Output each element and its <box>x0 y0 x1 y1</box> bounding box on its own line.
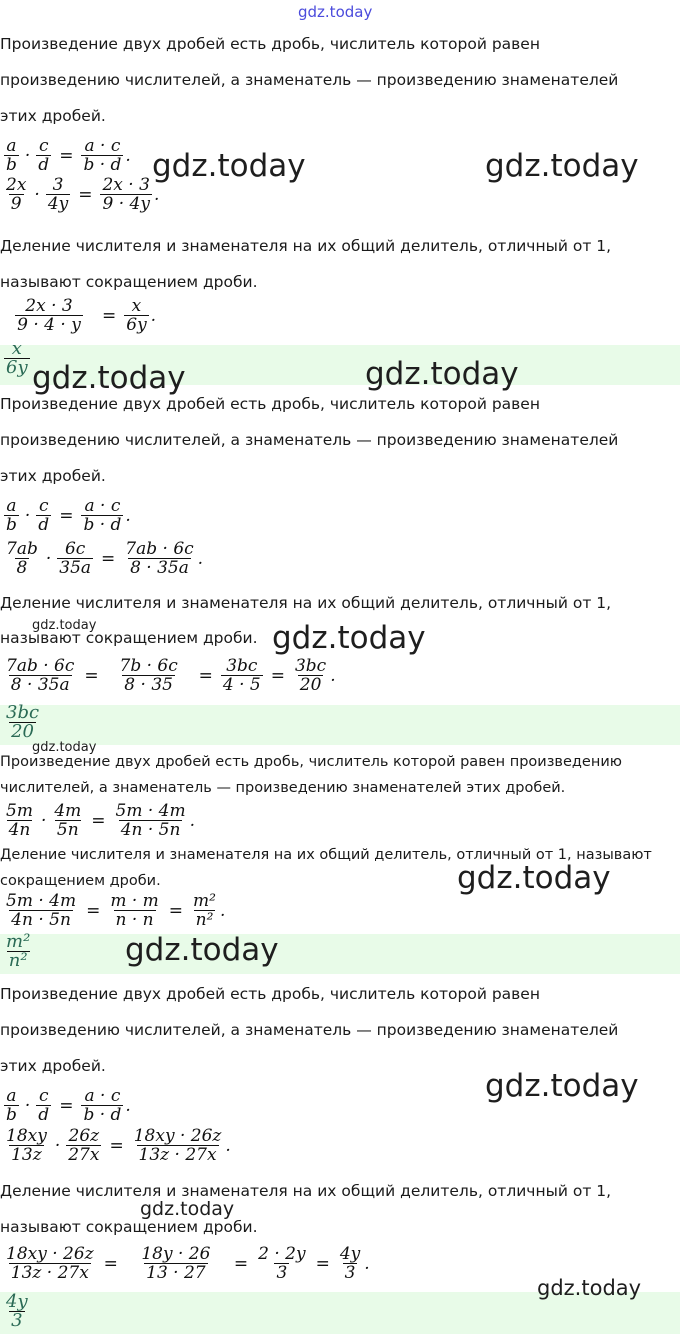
p3-nr: 5m · 4m <box>115 801 186 821</box>
a1-num: x <box>11 338 22 359</box>
reduction-alt-line-2: сокращением дроби. <box>0 873 161 889</box>
p3-d1: 4n <box>8 820 31 840</box>
watermark: gdz.today <box>32 740 97 755</box>
answer-band-2 <box>0 702 680 745</box>
rule-b: b <box>6 1105 17 1125</box>
reduction-line-1: Деление числителя и знаменателя на их общий делитель, отличный от 1, <box>0 237 612 255</box>
reduce-formula-3: $\frac{5m \cdot 4m}{4n \cdot 5n}$ = $\frac{m \cdot m}{n \cdot n}$ = $\frac{\text{m²}}{\text{n²}}$ . <box>6 891 226 930</box>
r4-n2: 18y · 26 <box>141 1244 211 1264</box>
intro-line-1: Произведение двух дробей есть дробь, числитель которой равен <box>0 35 540 53</box>
reduction-line-2: называют сокращением дроби. <box>0 273 258 291</box>
r4-n: 18xy · 26z <box>6 1244 94 1264</box>
p4-n2: 26z <box>68 1126 100 1146</box>
rule-d: d <box>38 155 50 175</box>
p4-nr: 18xy · 26z <box>133 1126 222 1146</box>
p2-n2: 6c <box>64 539 86 559</box>
r2-fn: 3bc <box>294 656 327 676</box>
reduce-formula-2: $\frac{7ab \cdot 6c}{8 \cdot 35a}$ = $\frac{7b \cdot 6c}{8 \cdot 35}$ = $\frac{3bc}{4 \cdot 5}$ = $\frac{3bc}{20}$ . <box>6 656 336 695</box>
rule-formula: $\frac{a}{b}$ · $\frac{c}{d}$ = $\frac{a \cdot c}{b \cdot d}$ . <box>6 136 131 175</box>
intro-line-1: Произведение двух дробей есть дробь, числитель которой равен <box>0 395 540 413</box>
reduction-alt-line-1: Деление числителя и знаменателя на их общий делитель, отличный от 1, называют <box>0 847 652 863</box>
rule-c: c <box>38 496 49 516</box>
p1-d1: 9 <box>10 194 22 214</box>
answer-4 <box>2 1293 32 1330</box>
a4-num: 4y <box>6 1291 28 1312</box>
product-formula-3: $\frac{5m}{4n}$ · $\frac{4m}{5n}$ = $\frac{5m \cdot 4m}{4n \cdot 5n}$ . <box>6 801 196 840</box>
watermark: gdz.today <box>457 860 611 896</box>
r3-n2: m · m <box>110 891 159 911</box>
rule-bd: b · d <box>83 155 122 175</box>
rule-ac: a · c <box>84 1086 121 1106</box>
intro-line-2: произведению числителей, а знаменатель — произведению знаменателей <box>0 1021 619 1039</box>
p3-n1: 5m <box>6 801 33 821</box>
reduction-line-2: называют сокращением дроби. <box>0 1218 258 1236</box>
rule-d: d <box>38 515 50 535</box>
p2-dr: 8 · 35a <box>130 558 189 578</box>
p2-d1: 8 <box>16 558 28 578</box>
r2-n: 7ab · 6c <box>6 656 75 676</box>
rule-c: c <box>38 1086 49 1106</box>
r1-d: 9 · 4 · y <box>17 315 81 335</box>
p1-n2: 3 <box>52 175 64 195</box>
p4-n1: 18xy <box>6 1126 47 1146</box>
reduction-line-1: Деление числителя и знаменателя на их общий делитель, отличный от 1, <box>0 1182 612 1200</box>
p2-nr: 7ab · 6c <box>125 539 194 559</box>
a2-num: 3bc <box>6 702 40 723</box>
reduction-line-2: называют сокращением дроби. <box>0 629 258 647</box>
r3-d: 4n · 5n <box>11 910 71 930</box>
watermark: gdz.today <box>140 1198 235 1220</box>
intro-line-3: этих дробей. <box>0 107 106 125</box>
r1-n: 2x · 3 <box>25 296 73 316</box>
p2-n1: 7ab <box>6 539 38 559</box>
r4-rd: 3 <box>276 1263 288 1283</box>
rule-b: b <box>6 515 17 535</box>
rule-ac: a · c <box>84 136 121 156</box>
watermark: gdz.today <box>365 356 519 392</box>
p3-n2: 4m <box>54 801 82 821</box>
reduction-line-1: Деление числителя и знаменателя на их общий делитель, отличный от 1, <box>0 594 612 612</box>
a4-den: 3 <box>11 1310 23 1331</box>
product-formula-4: $\frac{18xy}{13z}$ · $\frac{26z}{27x}$ = $\frac{18xy \cdot 26z}{13z \cdot 27x}$ . <box>6 1126 231 1165</box>
reduce-formula-1: $\frac{2x \cdot 3}{9 \cdot 4 \cdot y}$ = $\frac{x}{6y}$ . <box>17 296 157 335</box>
a3-den: n² <box>8 950 28 971</box>
watermark: gdz.today <box>32 360 186 396</box>
r3-fn: m² <box>193 891 216 911</box>
rule-a: a <box>6 496 17 516</box>
p1-nr: 2x · 3 <box>102 175 150 195</box>
watermark-top: gdz.today <box>298 3 373 21</box>
answer-2 <box>2 704 43 741</box>
rule-bd: b · d <box>83 515 122 535</box>
p3-d2: 5n <box>56 820 79 840</box>
r3-d2: n · n <box>115 910 154 930</box>
r1-rn: x <box>131 296 142 316</box>
rule-c: c <box>38 136 49 156</box>
answer-3 <box>2 933 34 970</box>
product-formula-1: $\frac{2x}{9}$ · $\frac{3}{4y}$ = $\frac{2x \cdot 3}{9 \cdot 4y}$ . <box>6 175 160 214</box>
intro-line-3: этих дробей. <box>0 1057 106 1075</box>
intro-line-3: этих дробей. <box>0 467 106 485</box>
intro-line-2: произведению числителей, а знаменатель — произведению знаменателей <box>0 71 619 89</box>
a3-num: m² <box>6 931 31 952</box>
rule-ac: a · c <box>84 496 121 516</box>
a2-den: 20 <box>11 721 34 742</box>
intro-alt-line-1: Произведение двух дробей есть дробь, числитель которой равен произведению <box>0 754 622 770</box>
r3-fd: n² <box>195 910 214 930</box>
r4-fn: 4y <box>339 1244 361 1264</box>
rule-a: a <box>6 136 17 156</box>
r4-d: 13z · 27x <box>10 1263 89 1283</box>
rule-b: b <box>6 155 17 175</box>
p4-dr: 13z · 27x <box>138 1145 217 1165</box>
watermark: gdz.today <box>537 1276 642 1300</box>
intro-line-1: Произведение двух дробей есть дробь, числитель которой равен <box>0 985 540 1003</box>
watermark: gdz.today <box>272 620 426 656</box>
watermark: gdz.today <box>485 148 639 184</box>
watermark: gdz.today <box>32 618 97 633</box>
a1-den: 6y <box>6 357 28 378</box>
r1-rd: 6y <box>126 315 147 335</box>
product-formula-2: $\frac{7ab}{8}$ · $\frac{6c}{35a}$ = $\frac{7ab \cdot 6c}{8 \cdot 35a}$ . <box>6 539 204 578</box>
r4-rn: 2 · 2y <box>258 1244 306 1264</box>
r2-d: 8 · 35a <box>10 675 70 695</box>
intro-alt-line-2: числителей, а знаменатель — произведению знаменателей этих дробей. <box>0 780 566 796</box>
rule-bd: b · d <box>83 1105 122 1125</box>
rule-formula: $\frac{a}{b}$ · $\frac{c}{d}$ = $\frac{a \cdot c}{b \cdot d}$ . <box>6 496 131 535</box>
r2-rn: 3bc <box>226 656 258 676</box>
rule-formula: $\frac{a}{b}$ · $\frac{c}{d}$ = $\frac{a \cdot c}{b \cdot d}$ . <box>6 1086 131 1125</box>
r2-d2: 8 · 35 <box>124 675 173 695</box>
p1-dr: 9 · 4y <box>102 194 150 214</box>
rule-a: a <box>6 1086 17 1106</box>
r4-d2: 13 · 27 <box>146 1263 206 1283</box>
r2-fd: 20 <box>299 675 322 695</box>
r4-fd: 3 <box>344 1263 356 1283</box>
watermark: gdz.today <box>485 1068 639 1104</box>
p1-n1: 2x <box>6 175 27 195</box>
r3-n: 5m · 4m <box>6 891 77 911</box>
watermark: gdz.today <box>152 148 306 184</box>
reduce-formula-4: $\frac{18xy \cdot 26z}{13z \cdot 27x}$ = $\frac{18y \cdot 26}{13 \cdot 27}$ = $\frac{2 \cdot 2y}{3}$ = $\frac{4y}{3}$ . <box>6 1244 370 1283</box>
p2-d2: 35a <box>59 558 92 578</box>
p1-d2: 4y <box>47 194 69 214</box>
p4-d2: 27x <box>68 1145 100 1165</box>
p4-d1: 13z <box>11 1145 42 1165</box>
r2-rd: 4 · 5 <box>222 675 261 695</box>
watermark: gdz.today <box>125 932 279 968</box>
rule-d: d <box>38 1105 50 1125</box>
intro-line-2: произведению числителей, а знаменатель — произведению знаменателей <box>0 431 619 449</box>
p3-dr: 4n · 5n <box>120 820 181 840</box>
r2-n2: 7b · 6c <box>119 656 178 676</box>
answer-1 <box>2 340 32 377</box>
answer-band-3 <box>0 931 680 974</box>
